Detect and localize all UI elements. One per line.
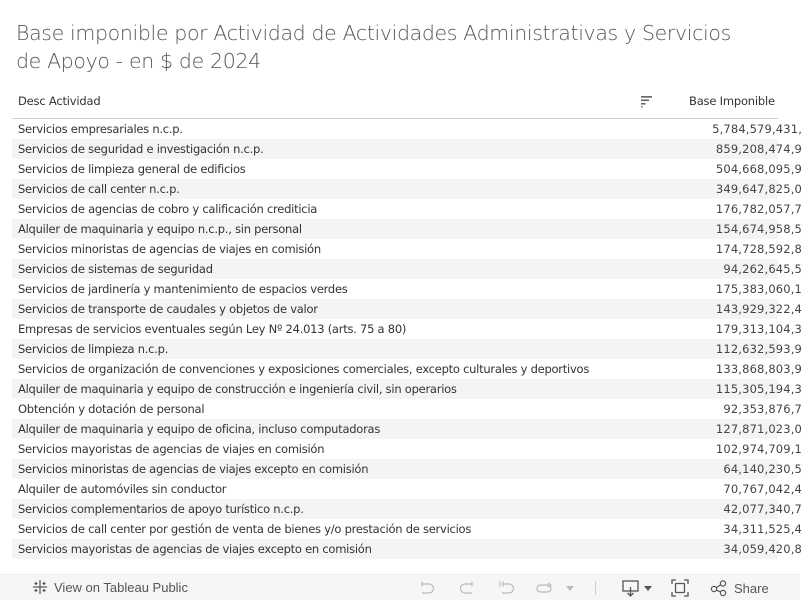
column-header-desc-actividad[interactable]: Desc Actividad (18, 94, 101, 108)
table-row[interactable] (12, 439, 802, 459)
table-row[interactable] (12, 479, 802, 499)
share-button[interactable] (710, 580, 769, 596)
view-on-tableau-public-label: View on Tableau Public (54, 579, 188, 595)
data-table[interactable] (12, 88, 802, 556)
cell-base-imponible: 176,782,057,7 (715, 202, 802, 216)
cell-desc-actividad: Servicios complementarios de apoyo turístico n.c.p. (18, 502, 304, 516)
table-row[interactable] (12, 159, 802, 179)
cell-base-imponible: 42,077,340,7 (723, 502, 802, 516)
fullscreen-button[interactable] (671, 580, 689, 596)
table-row[interactable] (12, 339, 802, 359)
download-dropdown-icon[interactable] (643, 580, 653, 596)
cell-base-imponible: 175,383,060,1 (715, 282, 802, 296)
table-row[interactable] (12, 519, 802, 539)
cell-base-imponible: 174,728,592,8 (715, 242, 802, 256)
cell-base-imponible: 133,868,803,9 (715, 362, 802, 376)
cell-base-imponible: 154,674,958,5 (715, 222, 802, 236)
download-button[interactable] (621, 580, 653, 596)
cell-base-imponible: 859,208,474,9 (715, 142, 802, 156)
fullscreen-icon (671, 579, 689, 597)
table-row[interactable] (12, 379, 802, 399)
cell-desc-actividad: Servicios minoristas de agencias de viajes excepto en comisión (18, 462, 369, 476)
cell-desc-actividad: Servicios de agencias de cobro y calificación crediticia (18, 202, 318, 216)
cell-desc-actividad: Servicios de jardinería y mantenimiento de espacios verdes (18, 282, 348, 296)
cell-desc-actividad: Obtención y dotación de personal (18, 402, 205, 416)
refresh-icon (535, 580, 555, 596)
revert-button[interactable] (498, 580, 516, 596)
sort-descending-icon[interactable] (640, 94, 654, 108)
share-label: Share (734, 580, 769, 596)
cell-desc-actividad: Alquiler de maquinaria y equipo de oficina, incluso computadoras (18, 422, 381, 436)
redo-icon (458, 580, 476, 596)
table-header (12, 88, 778, 119)
viz-title: Base imponible por Actividad de Actividades Administrativas y Servicios de Apoyo - en $ de 2024 (16, 21, 731, 73)
cell-desc-actividad: Empresas de servicios eventuales según Ley Nº 24.013 (arts. 75 a 80) (18, 322, 407, 336)
cell-desc-actividad: Servicios de limpieza n.c.p. (18, 342, 169, 356)
cell-desc-actividad: Servicios de sistemas de seguridad (18, 262, 213, 276)
table-row[interactable] (12, 539, 802, 559)
redo-button[interactable] (458, 580, 476, 596)
table-row[interactable] (12, 259, 802, 279)
undo-button[interactable] (418, 580, 436, 596)
view-on-tableau-public-link[interactable] (32, 579, 188, 595)
refresh-dropdown-icon[interactable] (565, 580, 575, 596)
table-row[interactable] (12, 219, 802, 239)
cell-base-imponible: 64,140,230,5 (723, 462, 802, 476)
table-row[interactable] (12, 499, 802, 519)
table-row[interactable] (12, 179, 802, 199)
table-body (12, 119, 802, 559)
table-row[interactable] (12, 119, 802, 139)
cell-base-imponible: 143,929,322,4 (715, 302, 802, 316)
table-row[interactable] (12, 199, 802, 219)
cell-base-imponible: 70,767,042,4 (723, 482, 802, 496)
cell-desc-actividad: Servicios de call center n.c.p. (18, 182, 180, 196)
cell-desc-actividad: Servicios mayoristas de agencias de viajes excepto en comisión (18, 542, 372, 556)
cell-desc-actividad: Servicios de call center por gestión de venta de bienes y/o prestación de servicios (18, 522, 472, 536)
table-row[interactable] (12, 399, 802, 419)
cell-desc-actividad: Servicios de seguridad e investigación n.c.p. (18, 142, 264, 156)
table-row[interactable] (12, 359, 802, 379)
cell-desc-actividad: Alquiler de maquinaria y equipo n.c.p., sin personal (18, 222, 302, 236)
cell-base-imponible: 5,784,579,431, (712, 122, 802, 136)
cell-base-imponible: 127,871,023,0 (715, 422, 802, 436)
cell-base-imponible: 115,305,194,3 (715, 382, 802, 396)
revert-icon (498, 580, 516, 596)
cell-base-imponible: 349,647,825,0 (715, 182, 802, 196)
share-icon (710, 580, 728, 596)
table-row[interactable] (12, 299, 802, 319)
toolbar-separator (595, 581, 596, 595)
table-row[interactable] (12, 419, 802, 439)
table-row[interactable] (12, 459, 802, 479)
column-header-base-imponible[interactable]: Base Imponible (689, 94, 775, 108)
cell-base-imponible: 504,668,095,9 (715, 162, 802, 176)
cell-base-imponible: 94,262,645,5 (723, 262, 802, 276)
cell-desc-actividad: Servicios de organización de convenciones y exposiciones comerciales, excepto culturales y deportivos (18, 362, 590, 376)
download-icon (621, 579, 641, 597)
tableau-logo-icon (32, 579, 48, 595)
cell-base-imponible: 102,974,709,1 (715, 442, 802, 456)
table-row[interactable] (12, 139, 802, 159)
cell-desc-actividad: Alquiler de automóviles sin conductor (18, 482, 227, 496)
cell-base-imponible: 34,311,525,4 (723, 522, 802, 536)
cell-desc-actividad: Servicios empresariales n.c.p. (18, 122, 183, 136)
table-row[interactable] (12, 319, 802, 339)
cell-desc-actividad: Servicios minoristas de agencias de viajes en comisión (18, 242, 321, 256)
table-row[interactable] (12, 279, 802, 299)
cell-desc-actividad: Servicios de transporte de caudales y objetos de valor (18, 302, 318, 316)
tableau-toolbar (0, 574, 800, 600)
cell-base-imponible: 34,059,420,8 (723, 542, 802, 556)
cell-desc-actividad: Servicios de limpieza general de edificios (18, 162, 246, 176)
table-row[interactable] (12, 239, 802, 259)
cell-desc-actividad: Alquiler de maquinaria y equipo de construcción e ingeniería civil, sin operarios (18, 382, 457, 396)
cell-desc-actividad: Servicios mayoristas de agencias de viajes en comisión (18, 442, 325, 456)
cell-base-imponible: 179,313,104,3 (715, 322, 802, 336)
cell-base-imponible: 112,632,593,9 (715, 342, 802, 356)
undo-icon (418, 580, 436, 596)
cell-base-imponible: 92,353,876,7 (723, 402, 802, 416)
refresh-button[interactable] (535, 580, 575, 596)
